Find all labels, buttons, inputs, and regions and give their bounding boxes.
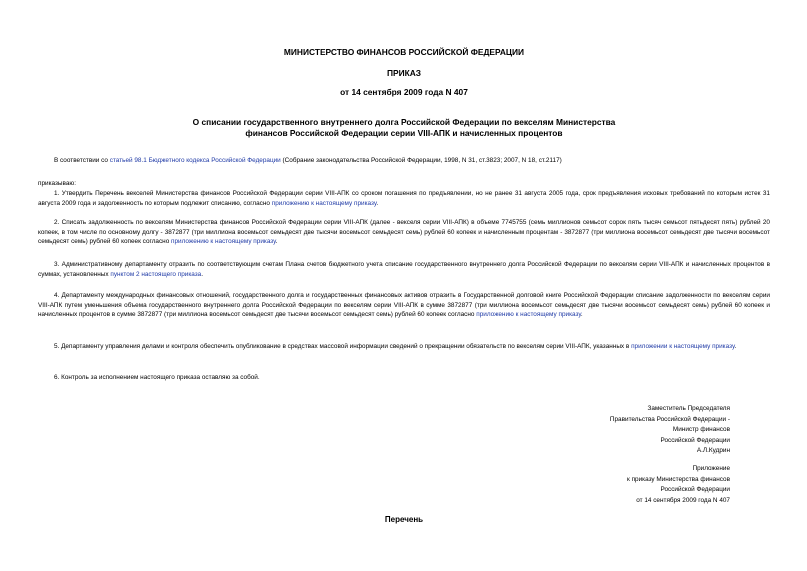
item-5-appendix-link[interactable]: приложении к настоящему приказу — [631, 343, 735, 350]
item-3-end: . — [201, 270, 204, 278]
date-number-heading: от 14 сентября 2009 года N 407 — [340, 87, 468, 97]
document-title — [38, 117, 770, 139]
signature-name: А.Л.Кудрин — [696, 447, 730, 454]
title-line-2: финансов Российской Федерации серии VIII-АПК и начисленных процентов — [245, 128, 563, 138]
item-3 — [38, 260, 770, 279]
preamble-text: В соответствии со — [54, 157, 110, 164]
order-word: приказываю: — [38, 180, 76, 187]
appendix-line-3: Российской Федерации — [660, 486, 730, 493]
list-title: Перечень — [384, 515, 424, 524]
signature-line-1: Заместитель Председателя — [647, 405, 730, 412]
appendix-line-2: к приказу Министерства финансов — [627, 475, 730, 483]
preamble-text-end: (Собрание законодательства Российской Федерации, 1998, N 31, ст.3823; 2007, N 18, ст.2117) — [280, 157, 562, 164]
item-1-appendix-link[interactable]: приложению к настоящему приказу — [271, 199, 377, 207]
doc-type-heading: ПРИКАЗ — [386, 68, 422, 78]
item-3-clause-link[interactable]: пунктом 2 настоящего приказа — [110, 270, 202, 278]
item-2-appendix-link[interactable]: приложению к настоящему приказу — [171, 238, 276, 246]
item-6: 6. Контроль за исполнением настоящего приказа оставляю за собой. — [54, 374, 260, 381]
item-5-text: 5. Департаменту управления делами и контроля обеспечить опубликование в средствах массовой информации сведений о прекращении обязательств по векселям серии VIII-АПК, указанных в — [54, 343, 632, 350]
item-4-end: . — [580, 311, 583, 319]
item-2-text: 2. Списать задолженность по векселям Министерства финансов Российской Федерации серии VIII-АПК (далее - векселя серии VIII-АПК) в объеме 7745755 (семь миллионов семьсот сорок пять тысяч семьсот пятьдесят пять) рублей 20 копеек, в том числе по основному долгу - 3872877 (три миллиона восемьсот семьдесят две тысячи восемьсот семьдесят семь) рублей 60 копеек и начисленным процентам - 3872877 (три миллиона восемьсот семьдесят две тысячи восемьсот семьдесят семь) рублей 60 копеек согласно — [38, 219, 770, 246]
signature-block — [610, 404, 730, 457]
appendix-block — [627, 464, 730, 506]
item-2 — [38, 218, 770, 247]
item-4-appendix-link[interactable]: приложению к настоящему приказу — [476, 311, 581, 319]
ministry-heading: МИНИСТЕРСТВО ФИНАНСОВ РОССИЙСКОЙ ФЕДЕРАЦИИ — [283, 47, 525, 57]
item-4 — [38, 291, 770, 320]
appendix-line-4: от 14 сентября 2009 года N 407 — [636, 496, 730, 504]
item-1-text: 1. Утвердить Перечень векселей Министерства финансов Российской Федерации серии VIII-АПК со сроком погашения по предъявлении, но не ранее 31 августа 2005 года, срок предъявления исковых требований по которым истек 31 августа 2009 года и задолженность по которым подлежит списанию, согласно — [38, 190, 770, 207]
signature-line-2: Правительства Российской Федерации - — [609, 415, 730, 423]
budget-code-link[interactable]: статьей 98.1 Бюджетного кодекса Российской Федерации — [109, 157, 281, 164]
item-5 — [38, 342, 770, 352]
signature-line-4: Российской Федерации — [660, 436, 730, 444]
item-1-end: . — [376, 199, 379, 207]
item-3-text: 3. Административному департаменту отразить по соответствующим счетам Плана счетов бюджетного учета списание государственного внутреннего долга Российской Федерации по векселям серии VIII-АПК и начисленных процентов в суммах, установленных — [38, 261, 770, 278]
signature-line-3: Министр финансов — [672, 426, 730, 433]
item-4-text: 4. Департаменту международных финансовых отношений, государственного долга и государственных финансовых активов отразить в Государственной долговой книге Российской Федерации списание задолженности по векселям серии VIII-АПК путем уменьшения объема государственного внутреннего долга Российской Федерации по векселям серии VIII-АПК в сумме 3872877 (три миллиона восемьсот семьдесят две тысячи восемьсот семьдесят семь) рублей 60 копеек и начисленных процентов в сумме 3872877 (три миллиона восемьсот семьдесят две тысячи восемьсот семьдесят семь) рублей 60 копеек согласно — [38, 292, 770, 319]
item-1 — [38, 189, 770, 208]
preamble — [38, 156, 770, 166]
appendix-line-1: Приложение — [692, 465, 730, 472]
title-line-1: О списании государственного внутреннего долга Российской Федерации по векселям Министерства — [192, 117, 616, 127]
item-2-end: . — [275, 238, 278, 246]
item-5-end: . — [734, 343, 737, 350]
